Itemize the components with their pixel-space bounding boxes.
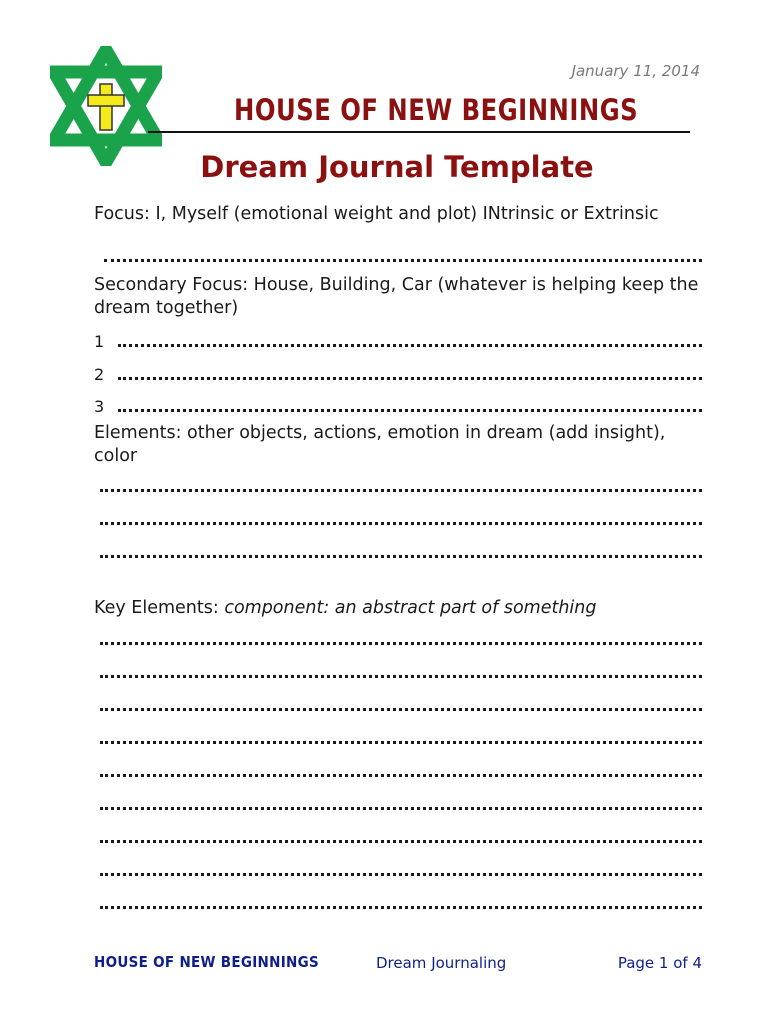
secondary-focus-label: Secondary Focus: House, Building, Car (whatever is helping keep the dream together) xyxy=(94,275,699,318)
key-elements-entry-line[interactable] xyxy=(100,906,702,909)
organization-title: HOUSE OF NEW BEGINNINGS xyxy=(234,94,639,128)
elements-label: Elements: other objects, actions, emotion in dream (add insight), color xyxy=(94,423,666,466)
elements-entry-line[interactable] xyxy=(100,489,702,492)
key-elements-entry-line[interactable] xyxy=(100,741,702,744)
key-elements-entry-line[interactable] xyxy=(100,774,702,777)
key-elements-label xyxy=(94,597,596,620)
elements-entry-line[interactable] xyxy=(100,555,702,558)
focus-entry-line[interactable] xyxy=(104,259,702,262)
elements-entry-line[interactable] xyxy=(100,522,702,525)
page-title: Dream Journal Template xyxy=(200,150,594,184)
key-elements-entry-line[interactable] xyxy=(100,675,702,678)
key-elements-heading: Key Elements: xyxy=(94,598,225,618)
secondary-entry-line[interactable] xyxy=(118,377,702,380)
footer-organization: HOUSE OF NEW BEGINNINGS xyxy=(94,953,320,971)
secondary-entry-line[interactable] xyxy=(118,409,702,412)
key-elements-definition: component: an abstract part of something xyxy=(224,598,597,618)
star-of-david-with-cross-icon xyxy=(50,46,162,166)
header-divider xyxy=(148,131,690,133)
key-elements-entry-line[interactable] xyxy=(100,642,702,645)
focus-label: Focus: I, Myself (emotional weight and plot) INtrinsic or Extrinsic xyxy=(94,204,659,224)
key-elements-entry-line[interactable] xyxy=(100,840,702,843)
key-elements-entry-line[interactable] xyxy=(100,708,702,711)
key-elements-entry-line[interactable] xyxy=(100,873,702,876)
secondary-item-number: 1 xyxy=(94,332,105,351)
secondary-item-number: 3 xyxy=(94,397,105,416)
footer-page-number: Page 1 of 4 xyxy=(617,954,702,972)
footer-section-title: Dream Journaling xyxy=(376,954,507,972)
secondary-item-number: 2 xyxy=(94,365,105,384)
document-date: January 11, 2014 xyxy=(571,62,700,80)
secondary-entry-line[interactable] xyxy=(118,344,702,347)
key-elements-entry-line[interactable] xyxy=(100,807,702,810)
